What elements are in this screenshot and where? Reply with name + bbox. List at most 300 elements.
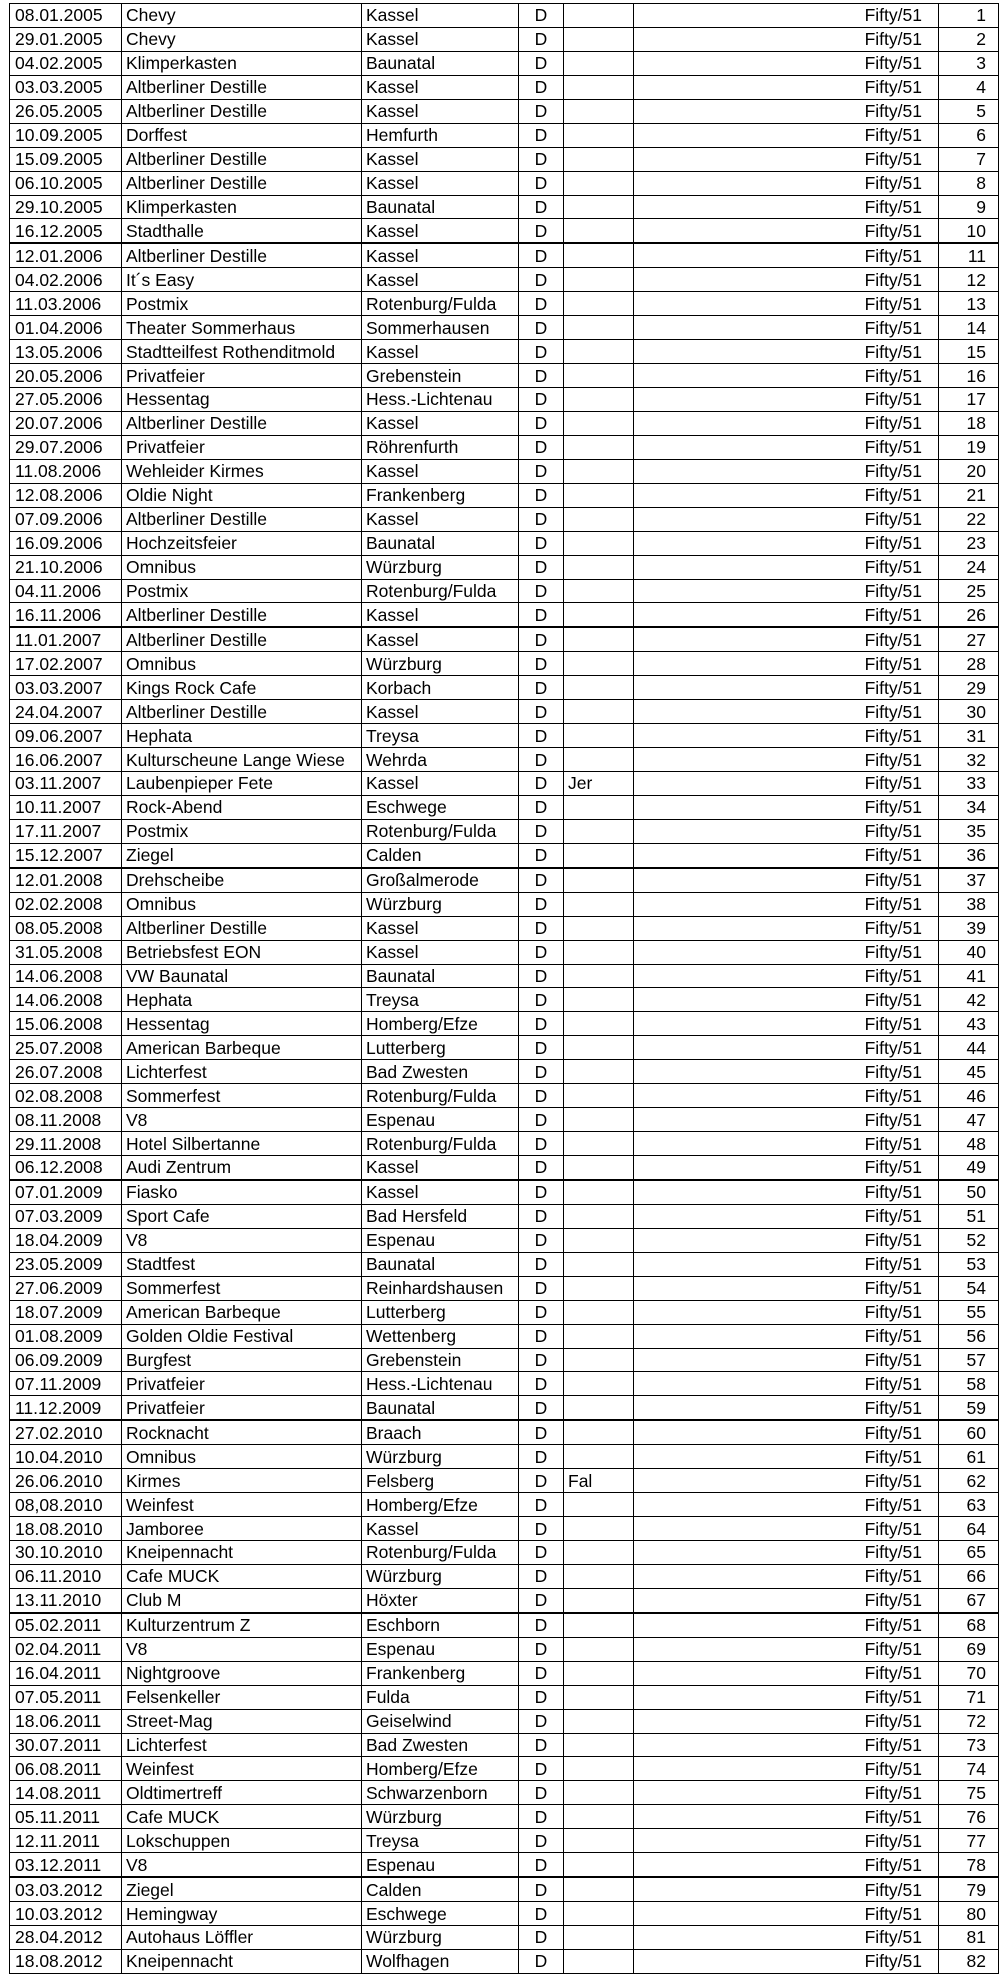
note-cell <box>564 75 634 99</box>
band-cell: Fifty/51 <box>634 795 939 819</box>
band-cell: Fifty/51 <box>634 99 939 123</box>
gig-number-cell: 43 <box>939 1012 999 1036</box>
band-cell: Fifty/51 <box>634 940 939 964</box>
date-cell: 11.08.2006 <box>10 459 122 483</box>
country-cell: D <box>519 1156 564 1180</box>
country-cell: D <box>519 483 564 507</box>
date-cell: 28.04.2012 <box>10 1926 122 1950</box>
band-cell: Fifty/51 <box>634 1902 939 1926</box>
band-cell: Fifty/51 <box>634 724 939 748</box>
date-cell: 04.11.2006 <box>10 579 122 603</box>
note-cell <box>564 603 634 627</box>
venue-cell: Sport Cafe <box>122 1204 362 1228</box>
gig-number-cell: 23 <box>939 531 999 555</box>
note-cell: Jer <box>564 772 634 796</box>
date-cell: 11.12.2009 <box>10 1396 122 1420</box>
band-cell: Fifty/51 <box>634 1228 939 1252</box>
note-cell <box>564 123 634 147</box>
venue-cell: Street-Mag <box>122 1709 362 1733</box>
band-cell: Fifty/51 <box>634 1132 939 1156</box>
note-cell <box>564 1012 634 1036</box>
band-cell: Fifty/51 <box>634 1877 939 1901</box>
band-cell: Fifty/51 <box>634 843 939 867</box>
city-cell: Rotenburg/Fulda <box>362 579 519 603</box>
city-cell: Kassel <box>362 27 519 51</box>
gig-number-cell: 20 <box>939 459 999 483</box>
table-row <box>10 1949 999 1973</box>
band-cell: Fifty/51 <box>634 1469 939 1493</box>
venue-cell: Stadthalle <box>122 219 362 243</box>
note-cell <box>564 1228 634 1252</box>
country-cell: D <box>519 1781 564 1805</box>
city-cell: Sommerhausen <box>362 316 519 340</box>
date-cell: 03.03.2005 <box>10 75 122 99</box>
gig-number-cell: 40 <box>939 940 999 964</box>
city-cell: Rotenburg/Fulda <box>362 1541 519 1565</box>
band-cell: Fifty/51 <box>634 292 939 316</box>
note-cell <box>564 1733 634 1757</box>
gig-number-cell: 32 <box>939 748 999 772</box>
gig-number-cell: 79 <box>939 1877 999 1901</box>
venue-cell: Audi Zentrum <box>122 1156 362 1180</box>
country-cell: D <box>519 1084 564 1108</box>
gig-number-cell: 7 <box>939 147 999 171</box>
note-cell <box>564 652 634 676</box>
band-cell: Fifty/51 <box>634 1588 939 1612</box>
band-cell: Fifty/51 <box>634 51 939 75</box>
table-row <box>10 1420 999 1444</box>
date-cell: 12.01.2006 <box>10 243 122 267</box>
band-cell: Fifty/51 <box>634 483 939 507</box>
band-cell: Fifty/51 <box>634 340 939 364</box>
note-cell <box>564 459 634 483</box>
city-cell: Homberg/Efze <box>362 1493 519 1517</box>
country-cell: D <box>519 292 564 316</box>
country-cell: D <box>519 316 564 340</box>
city-cell: Würzburg <box>362 1564 519 1588</box>
note-cell <box>564 1036 634 1060</box>
table-row <box>10 1252 999 1276</box>
date-cell: 30.07.2011 <box>10 1733 122 1757</box>
city-cell: Kassel <box>362 147 519 171</box>
table-row <box>10 1661 999 1685</box>
venue-cell: Club M <box>122 1588 362 1612</box>
country-cell: D <box>519 988 564 1012</box>
note-cell <box>564 1252 634 1276</box>
venue-cell: Klimperkasten <box>122 51 362 75</box>
gig-number-cell: 30 <box>939 700 999 724</box>
venue-cell: Altberliner Destille <box>122 411 362 435</box>
gig-number-cell: 77 <box>939 1829 999 1853</box>
gig-number-cell: 48 <box>939 1132 999 1156</box>
gig-number-cell: 65 <box>939 1541 999 1565</box>
venue-cell: Stadtfest <box>122 1252 362 1276</box>
venue-cell: Theater Sommerhaus <box>122 316 362 340</box>
note-cell <box>564 99 634 123</box>
gig-number-cell: 68 <box>939 1613 999 1637</box>
table-row <box>10 1228 999 1252</box>
gig-number-cell: 38 <box>939 892 999 916</box>
table-row <box>10 411 999 435</box>
country-cell: D <box>519 364 564 388</box>
gig-number-cell: 21 <box>939 483 999 507</box>
gig-number-cell: 36 <box>939 843 999 867</box>
table-row <box>10 964 999 988</box>
venue-cell: Postmix <box>122 292 362 316</box>
band-cell: Fifty/51 <box>634 772 939 796</box>
country-cell: D <box>519 435 564 459</box>
note-cell <box>564 748 634 772</box>
city-cell: Grebenstein <box>362 364 519 388</box>
note-cell <box>564 316 634 340</box>
band-cell: Fifty/51 <box>634 964 939 988</box>
table-row <box>10 892 999 916</box>
table-row <box>10 1276 999 1300</box>
venue-cell: Cafe MUCK <box>122 1564 362 1588</box>
date-cell: 16.12.2005 <box>10 219 122 243</box>
date-cell: 04.02.2005 <box>10 51 122 75</box>
gig-number-cell: 41 <box>939 964 999 988</box>
date-cell: 04.02.2006 <box>10 268 122 292</box>
band-cell: Fifty/51 <box>634 748 939 772</box>
city-cell: Würzburg <box>362 652 519 676</box>
city-cell: Kassel <box>362 243 519 267</box>
country-cell: D <box>519 819 564 843</box>
date-cell: 08.01.2005 <box>10 4 122 28</box>
country-cell: D <box>519 579 564 603</box>
city-cell: Frankenberg <box>362 483 519 507</box>
note-cell <box>564 1661 634 1685</box>
venue-cell: Sommerfest <box>122 1276 362 1300</box>
country-cell: D <box>519 1685 564 1709</box>
band-cell: Fifty/51 <box>634 75 939 99</box>
venue-cell: Postmix <box>122 819 362 843</box>
country-cell: D <box>519 1228 564 1252</box>
date-cell: 11.01.2007 <box>10 627 122 651</box>
table-row <box>10 1613 999 1637</box>
note-cell <box>564 507 634 531</box>
table-row <box>10 75 999 99</box>
table-row <box>10 388 999 412</box>
country-cell: D <box>519 243 564 267</box>
city-cell: Kassel <box>362 1156 519 1180</box>
venue-cell: Burgfest <box>122 1348 362 1372</box>
date-cell: 13.05.2006 <box>10 340 122 364</box>
gig-number-cell: 9 <box>939 195 999 219</box>
band-cell: Fifty/51 <box>634 1829 939 1853</box>
city-cell: Braach <box>362 1420 519 1444</box>
venue-cell: Felsenkeller <box>122 1685 362 1709</box>
venue-cell: Hephata <box>122 724 362 748</box>
table-row <box>10 1012 999 1036</box>
note-cell <box>564 1588 634 1612</box>
city-cell: Kassel <box>362 219 519 243</box>
date-cell: 16.11.2006 <box>10 603 122 627</box>
venue-cell: Privatfeier <box>122 435 362 459</box>
gig-number-cell: 49 <box>939 1156 999 1180</box>
city-cell: Baunatal <box>362 1252 519 1276</box>
band-cell: Fifty/51 <box>634 819 939 843</box>
note-cell <box>564 964 634 988</box>
country-cell: D <box>519 940 564 964</box>
band-cell: Fifty/51 <box>634 1036 939 1060</box>
table-row <box>10 1348 999 1372</box>
country-cell: D <box>519 1493 564 1517</box>
gig-number-cell: 4 <box>939 75 999 99</box>
date-cell: 18.08.2010 <box>10 1517 122 1541</box>
table-row <box>10 603 999 627</box>
city-cell: Treysa <box>362 988 519 1012</box>
gig-number-cell: 15 <box>939 340 999 364</box>
country-cell: D <box>519 147 564 171</box>
band-cell: Fifty/51 <box>634 1949 939 1973</box>
band-cell: Fifty/51 <box>634 1805 939 1829</box>
venue-cell: Laubenpieper Fete <box>122 772 362 796</box>
band-cell: Fifty/51 <box>634 1084 939 1108</box>
band-cell: Fifty/51 <box>634 603 939 627</box>
country-cell: D <box>519 1564 564 1588</box>
venue-cell: Hotel Silbertanne <box>122 1132 362 1156</box>
venue-cell: VW Baunatal <box>122 964 362 988</box>
country-cell: D <box>519 1420 564 1444</box>
note-cell <box>564 940 634 964</box>
venue-cell: Omnibus <box>122 892 362 916</box>
band-cell: Fifty/51 <box>634 1372 939 1396</box>
gig-number-cell: 35 <box>939 819 999 843</box>
band-cell: Fifty/51 <box>634 316 939 340</box>
table-row <box>10 1637 999 1661</box>
date-cell: 08.05.2008 <box>10 916 122 940</box>
note-cell <box>564 171 634 195</box>
city-cell: Geiselwind <box>362 1709 519 1733</box>
note-cell <box>564 195 634 219</box>
country-cell: D <box>519 1396 564 1420</box>
date-cell: 05.11.2011 <box>10 1805 122 1829</box>
city-cell: Würzburg <box>362 1805 519 1829</box>
venue-cell: Cafe MUCK <box>122 1805 362 1829</box>
country-cell: D <box>519 916 564 940</box>
note-cell <box>564 843 634 867</box>
table-row <box>10 579 999 603</box>
country-cell: D <box>519 652 564 676</box>
date-cell: 08.11.2008 <box>10 1108 122 1132</box>
band-cell: Fifty/51 <box>634 868 939 892</box>
city-cell: Homberg/Efze <box>362 1757 519 1781</box>
table-row <box>10 819 999 843</box>
note-cell <box>564 51 634 75</box>
note-cell <box>564 1420 634 1444</box>
band-cell: Fifty/51 <box>634 916 939 940</box>
date-cell: 29.11.2008 <box>10 1132 122 1156</box>
country-cell: D <box>519 1733 564 1757</box>
city-cell: Würzburg <box>362 892 519 916</box>
gig-number-cell: 51 <box>939 1204 999 1228</box>
gig-number-cell: 19 <box>939 435 999 459</box>
band-cell: Fifty/51 <box>634 1781 939 1805</box>
city-cell: Bad Hersfeld <box>362 1204 519 1228</box>
gig-number-cell: 37 <box>939 868 999 892</box>
country-cell: D <box>519 1060 564 1084</box>
band-cell: Fifty/51 <box>634 1517 939 1541</box>
date-cell: 02.08.2008 <box>10 1084 122 1108</box>
table-row <box>10 940 999 964</box>
date-cell: 01.04.2006 <box>10 316 122 340</box>
gig-number-cell: 44 <box>939 1036 999 1060</box>
country-cell: D <box>519 1108 564 1132</box>
note-cell <box>564 1493 634 1517</box>
note-cell <box>564 340 634 364</box>
gig-number-cell: 55 <box>939 1300 999 1324</box>
country-cell: D <box>519 627 564 651</box>
venue-cell: Altberliner Destille <box>122 700 362 724</box>
venue-cell: Altberliner Destille <box>122 147 362 171</box>
table-row <box>10 316 999 340</box>
date-cell: 12.01.2008 <box>10 868 122 892</box>
date-cell: 06.12.2008 <box>10 1156 122 1180</box>
city-cell: Kassel <box>362 1180 519 1204</box>
gig-number-cell: 24 <box>939 555 999 579</box>
date-cell: 24.04.2007 <box>10 700 122 724</box>
table-row <box>10 1372 999 1396</box>
band-cell: Fifty/51 <box>634 268 939 292</box>
date-cell: 03.03.2012 <box>10 1877 122 1901</box>
date-cell: 27.05.2006 <box>10 388 122 412</box>
gig-number-cell: 58 <box>939 1372 999 1396</box>
city-cell: Grebenstein <box>362 1348 519 1372</box>
note-cell <box>564 411 634 435</box>
city-cell: Treysa <box>362 1829 519 1853</box>
table-row <box>10 1108 999 1132</box>
gig-number-cell: 78 <box>939 1853 999 1877</box>
band-cell: Fifty/51 <box>634 1685 939 1709</box>
band-cell: Fifty/51 <box>634 219 939 243</box>
country-cell: D <box>519 1926 564 1950</box>
band-cell: Fifty/51 <box>634 147 939 171</box>
city-cell: Eschwege <box>362 1902 519 1926</box>
country-cell: D <box>519 964 564 988</box>
gig-number-cell: 50 <box>939 1180 999 1204</box>
city-cell: Wolfhagen <box>362 1949 519 1973</box>
city-cell: Treysa <box>362 724 519 748</box>
country-cell: D <box>519 868 564 892</box>
note-cell <box>564 868 634 892</box>
country-cell: D <box>519 1036 564 1060</box>
table-row <box>10 1180 999 1204</box>
note-cell <box>564 1564 634 1588</box>
gig-number-cell: 8 <box>939 171 999 195</box>
gig-list-table <box>9 3 999 1974</box>
country-cell: D <box>519 51 564 75</box>
table-row <box>10 243 999 267</box>
note-cell <box>564 1757 634 1781</box>
table-row <box>10 27 999 51</box>
date-cell: 06.08.2011 <box>10 1757 122 1781</box>
gig-number-cell: 66 <box>939 1564 999 1588</box>
city-cell: Calden <box>362 1877 519 1901</box>
gig-number-cell: 62 <box>939 1469 999 1493</box>
date-cell: 03.12.2011 <box>10 1853 122 1877</box>
note-cell <box>564 676 634 700</box>
venue-cell: Lichterfest <box>122 1060 362 1084</box>
venue-cell: Privatfeier <box>122 1372 362 1396</box>
date-cell: 15.09.2005 <box>10 147 122 171</box>
band-cell: Fifty/51 <box>634 1661 939 1685</box>
gig-number-cell: 47 <box>939 1108 999 1132</box>
table-row <box>10 483 999 507</box>
gig-number-cell: 29 <box>939 676 999 700</box>
gig-number-cell: 13 <box>939 292 999 316</box>
venue-cell: V8 <box>122 1108 362 1132</box>
date-cell: 13.11.2010 <box>10 1588 122 1612</box>
table-row <box>10 772 999 796</box>
note-cell <box>564 1541 634 1565</box>
country-cell: D <box>519 772 564 796</box>
date-cell: 31.05.2008 <box>10 940 122 964</box>
band-cell: Fifty/51 <box>634 364 939 388</box>
note-cell <box>564 483 634 507</box>
note-cell <box>564 1637 634 1661</box>
city-cell: Eschwege <box>362 795 519 819</box>
band-cell: Fifty/51 <box>634 892 939 916</box>
table-row <box>10 555 999 579</box>
city-cell: Kassel <box>362 411 519 435</box>
date-cell: 02.04.2011 <box>10 1637 122 1661</box>
city-cell: Würzburg <box>362 1445 519 1469</box>
note-cell <box>564 1204 634 1228</box>
venue-cell: Altberliner Destille <box>122 75 362 99</box>
note-cell <box>564 388 634 412</box>
date-cell: 03.11.2007 <box>10 772 122 796</box>
venue-cell: V8 <box>122 1637 362 1661</box>
country-cell: D <box>519 507 564 531</box>
city-cell: Baunatal <box>362 1396 519 1420</box>
date-cell: 14.06.2008 <box>10 988 122 1012</box>
country-cell: D <box>519 1661 564 1685</box>
note-cell <box>564 988 634 1012</box>
country-cell: D <box>519 75 564 99</box>
venue-cell: Weinfest <box>122 1757 362 1781</box>
table-row <box>10 1853 999 1877</box>
note-cell: Fal <box>564 1469 634 1493</box>
table-row <box>10 459 999 483</box>
band-cell: Fifty/51 <box>634 1853 939 1877</box>
band-cell: Fifty/51 <box>634 435 939 459</box>
date-cell: 26.06.2010 <box>10 1469 122 1493</box>
country-cell: D <box>519 1805 564 1829</box>
venue-cell: It´s Easy <box>122 268 362 292</box>
gig-number-cell: 81 <box>939 1926 999 1950</box>
band-cell: Fifty/51 <box>634 1926 939 1950</box>
band-cell: Fifty/51 <box>634 171 939 195</box>
country-cell: D <box>519 27 564 51</box>
venue-cell: Omnibus <box>122 1445 362 1469</box>
band-cell: Fifty/51 <box>634 388 939 412</box>
city-cell: Bad Zwesten <box>362 1060 519 1084</box>
gig-number-cell: 82 <box>939 1949 999 1973</box>
date-cell: 16.06.2007 <box>10 748 122 772</box>
city-cell: Kassel <box>362 940 519 964</box>
gig-list-body <box>10 4 999 1974</box>
note-cell <box>564 1372 634 1396</box>
table-row <box>10 340 999 364</box>
table-row <box>10 748 999 772</box>
table-row <box>10 1396 999 1420</box>
note-cell <box>564 1685 634 1709</box>
table-row <box>10 843 999 867</box>
venue-cell: Lokschuppen <box>122 1829 362 1853</box>
city-cell: Kassel <box>362 75 519 99</box>
band-cell: Fifty/51 <box>634 1324 939 1348</box>
